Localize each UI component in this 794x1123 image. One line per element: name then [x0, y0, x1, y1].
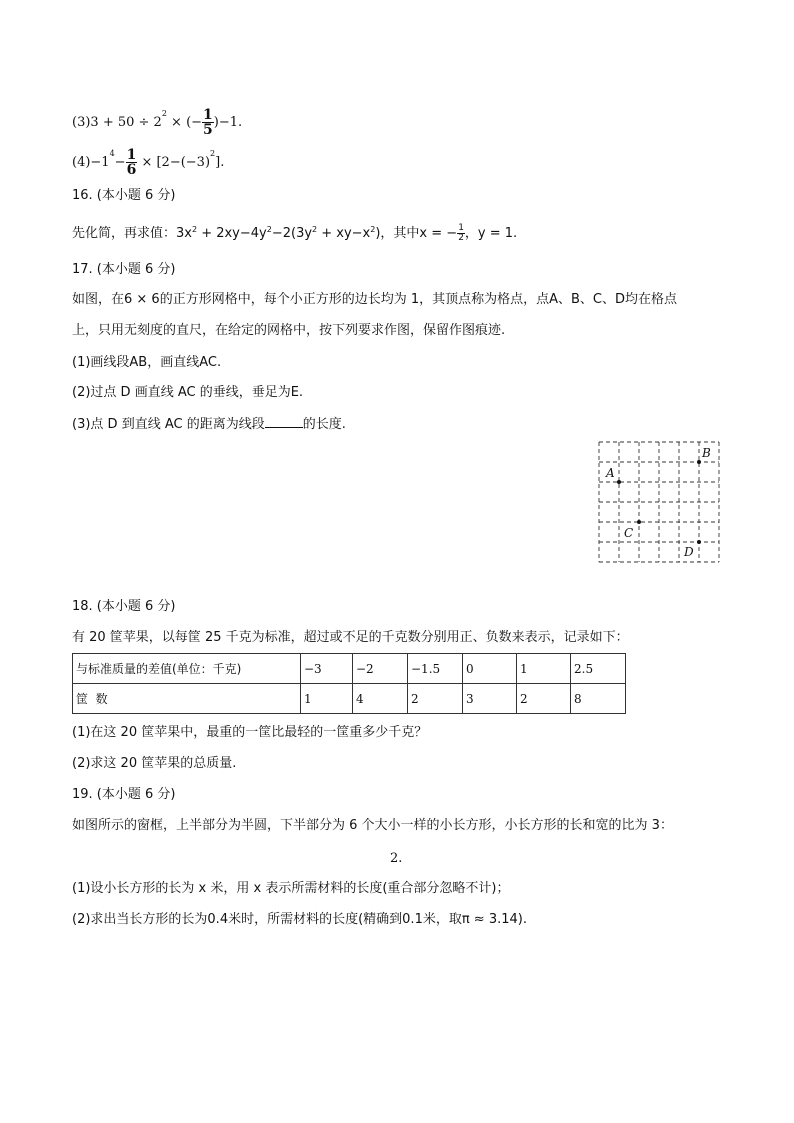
fraction-denominator: 6 [126, 162, 137, 178]
exponent: 2 [312, 225, 318, 234]
fraction [457, 224, 465, 243]
exponent: 2 [266, 225, 272, 234]
table-row [73, 654, 626, 684]
expr-text: × (− [166, 115, 203, 130]
table-row [73, 684, 626, 714]
fraction-denominator: 5 [203, 122, 213, 138]
table-cell: 2.5 [571, 654, 626, 684]
fraction [202, 108, 214, 137]
q17-line2: 上，只用无刻度的直尺，在给定的网格中，按下列要求作图，保留作图痕迹. [72, 323, 506, 338]
answer-blank [265, 415, 303, 428]
label-b: B [702, 446, 711, 460]
q17-part2: (2)过点 D 画直线 AC 的垂线，垂足为E. [72, 385, 304, 400]
q16-segment: 先化简，再求值：3x [72, 226, 192, 241]
table-cell: −3 [301, 654, 353, 684]
expr-text: − [114, 155, 126, 170]
table-cell: −2 [353, 654, 408, 684]
label-a: A [606, 466, 615, 480]
table-cell: 1 [517, 654, 571, 684]
row-header: 筐 数 [73, 684, 301, 714]
exponent: 2 [191, 225, 198, 234]
exponent: 4 [109, 149, 115, 158]
table-cell: 2 [408, 684, 463, 714]
q18-intro: 有 20 筐苹果，以每筐 25 千克为标准，超过或不足的千克数分别用正、负数来表示，记录如下： [72, 630, 629, 645]
expression-3 [72, 108, 242, 137]
q19-part1: (1)设小长方形的长为 x 米，用 x 表示所需材料的长度(重合部分忽略不计)； [72, 881, 510, 896]
expr-label: (3) [72, 115, 91, 130]
q16-header: 16. (本小题 6 分) [72, 188, 176, 203]
q16-segment: + xy−x [317, 226, 371, 241]
label-c: C [624, 526, 634, 540]
expression-4 [72, 148, 224, 177]
q18-part1: (1)在这 20 筐苹果中，最重的一筐比最轻的一筐重多少千克？ [72, 725, 428, 740]
fraction-numerator: 1 [458, 223, 464, 233]
table-cell: 2 [517, 684, 571, 714]
q18-part2: (2)求这 20 筐苹果的总质量. [72, 756, 237, 771]
q19-part2: (2)求出当长方形的长为0.4米时，所需材料的长度(精确到0.1米，取π ≈ 3.14). [72, 912, 527, 927]
table-cell: 8 [571, 684, 626, 714]
q16-segment: −2(3y [271, 226, 313, 241]
q17-part3 [72, 415, 346, 434]
q16-text [72, 224, 517, 243]
table-cell: −1.5 [408, 654, 463, 684]
table-cell: 4 [353, 684, 408, 714]
exponent: 2 [161, 109, 167, 118]
apple-weight-table [72, 653, 626, 714]
point-c [637, 520, 641, 524]
exponent: 2 [370, 225, 376, 234]
fraction [126, 148, 138, 177]
q17-line1: 如图，在6 × 6的正方形网格中，每个小正方形的边长均为 1，其顶点称为格点，点A、B、C、D均在格点 [72, 292, 678, 307]
point-a [617, 480, 621, 484]
fraction-denominator: 2 [458, 233, 464, 243]
fraction-numerator: 1 [126, 147, 137, 163]
row-header: 与标准质量的差值(单位：千克) [73, 654, 301, 684]
q16-segment: ，y = 1. [464, 226, 518, 241]
q17-part1: (1)画线段AB，画直线AC. [72, 355, 222, 370]
expr-text: (4)−1 [72, 155, 110, 170]
q18-header: 18. (本小题 6 分) [72, 599, 176, 614]
expr-text: 3 + 50 ÷ 2 [90, 115, 162, 130]
q19-line1: 如图所示的窗框，上半部分为半圆，下半部分为 6 个大小一样的小长方形，小长方形的长和宽的比为 3： [72, 818, 673, 833]
expr-text: × [2−(−3) [137, 155, 211, 170]
table-cell: 3 [463, 684, 517, 714]
expr-text: )−1. [213, 115, 243, 130]
exponent: 2 [210, 149, 216, 158]
expr-text: ]. [215, 155, 225, 170]
q16-segment: + 2xy−4y [197, 226, 267, 241]
table-cell: 0 [463, 654, 517, 684]
label-d: D [684, 545, 694, 559]
q17-part3-text: 的长度. [302, 417, 346, 432]
q19-line2: 2. [390, 851, 403, 866]
point-b [697, 460, 701, 464]
q16-segment: )，其中x = − [375, 226, 458, 241]
q19-header: 19. (本小题 6 分) [72, 787, 176, 802]
fraction-numerator: 1 [203, 107, 213, 123]
q17-part3-text: (3)点 D 到直线 AC 的距离为线段 [72, 417, 265, 432]
table-cell: 1 [301, 684, 353, 714]
point-d [697, 540, 701, 544]
q17-header: 17. (本小题 6 分) [72, 262, 176, 277]
grid-figure [594, 438, 724, 566]
